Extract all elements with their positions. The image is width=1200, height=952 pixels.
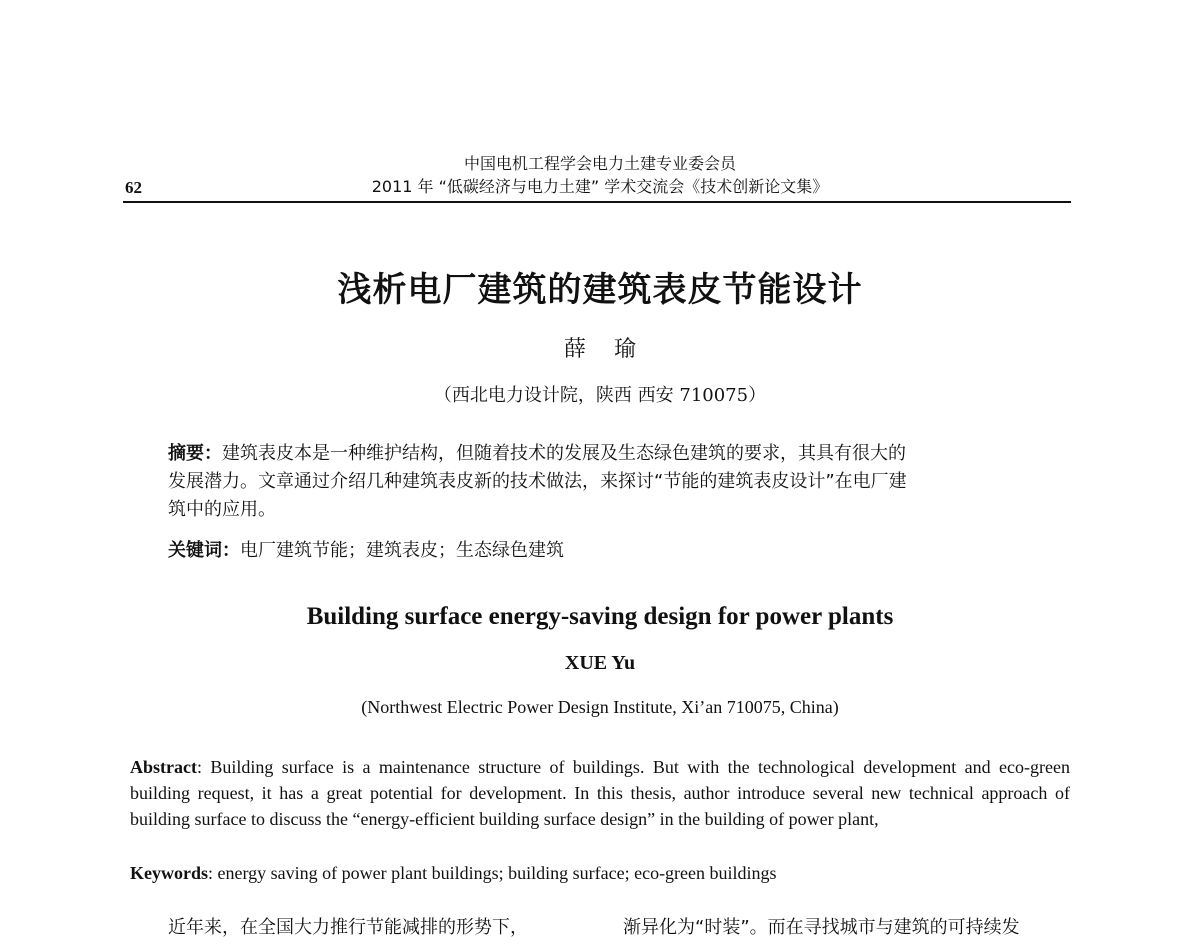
body-column-left: 近年来，在全国大力推行节能减排的形势下， [168, 917, 528, 938]
header-rule [123, 201, 1071, 203]
author-name-en: XUE Yu [564, 652, 636, 674]
keywords-en [130, 860, 1070, 886]
abstract-cn [168, 440, 1034, 524]
abstract-cn-text: 建筑表皮本是一种维护结构，但随着技术的发展及生态绿色建筑的要求，其具有很大的 [222, 443, 906, 464]
paper-title-cn: 浅析电厂建筑的建筑表皮节能设计 [337, 270, 863, 310]
keywords-cn [168, 538, 1034, 564]
affiliation-en: (Northwest Electric Power Design Institute, Xi’an 710075, China) [361, 697, 839, 717]
affiliation-cn: （西北电力设计院，陕西 西安 710075） [433, 385, 767, 406]
body-column-right: 渐异化为“时装”。而在寻找城市与建筑的可持续发 [623, 917, 1020, 938]
abstract-cn-line: 筑中的应用。 [168, 499, 276, 520]
keywords-en-label: Keywords [130, 863, 208, 883]
abstract-en-label: Abstract [130, 757, 197, 777]
keywords-cn-text: 电厂建筑节能；建筑表皮；生态绿色建筑 [240, 540, 564, 561]
abstract-cn-line [168, 440, 1034, 468]
paper-title-en: Building surface energy-saving design for power plants [306, 603, 894, 630]
running-header-society: 中国电机工程学会电力土建专业委会员 [463, 154, 736, 173]
abstract-en [130, 754, 1070, 832]
page-number: 62 [125, 178, 142, 197]
abstract-cn-line: 发展潜力。文章通过介绍几种建筑表皮新的技术做法，来探讨“节能的建筑表皮设计”在电厂建 [168, 471, 907, 492]
abstract-cn-label: 摘要： [168, 443, 222, 464]
running-header-proceedings: 2011 年 “低碳经济与电力土建” 学术交流会《技术创新论文集》 [371, 177, 829, 196]
abstract-en-text: : Building surface is a maintenance structure of buildings. But with the technological development and eco-green building request, it has a great potential for development. In this thesis, author introduce several new technical approach of building surface to discuss the “energy-efficient building surface design” in the building of power plant, [130, 757, 1070, 829]
author-name-cn: 薛瑜 [563, 337, 664, 362]
keywords-cn-label: 关键词： [168, 540, 240, 561]
keywords-en-text: : energy saving of power plant buildings; building surface; eco-green buildings [208, 863, 777, 883]
